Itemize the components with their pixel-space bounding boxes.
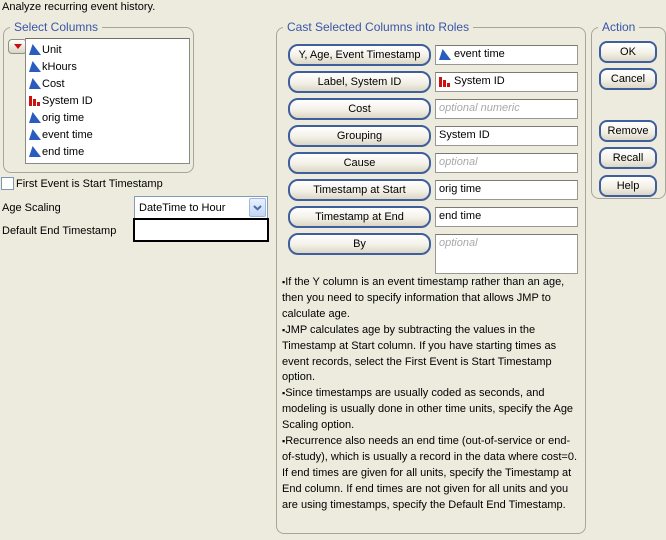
list-item[interactable] [27, 92, 189, 109]
column-name: System ID [42, 94, 93, 107]
role-field-y[interactable] [435, 45, 578, 65]
role-field-value: optional numeric [439, 102, 520, 114]
role-button-y-age-event-timestamp[interactable]: Y, Age, Event Timestamp [288, 44, 431, 66]
role-row [288, 206, 578, 228]
role-field-value: orig time [439, 183, 482, 195]
cast-roles-panel [276, 20, 586, 534]
role-field-value: optional [439, 156, 478, 168]
continuous-column-icon [29, 129, 41, 140]
cast-roles-title: Cast Selected Columns into Roles [283, 20, 473, 34]
role-row [288, 179, 578, 201]
continuous-column-icon [29, 61, 41, 72]
role-button-timestamp-at-end[interactable]: Timestamp at End [288, 206, 431, 228]
role-field-label[interactable] [435, 72, 578, 92]
columns-list[interactable] [25, 38, 190, 164]
role-field-value: optional [439, 237, 478, 249]
role-field-value: System ID [439, 129, 490, 141]
role-row [288, 233, 578, 274]
continuous-column-icon [29, 44, 41, 55]
ok-button[interactable]: OK [599, 41, 657, 63]
role-row [288, 152, 578, 174]
age-scaling-label: Age Scaling [2, 202, 61, 214]
role-button-timestamp-at-start[interactable]: Timestamp at Start [288, 179, 431, 201]
continuous-column-icon [29, 146, 41, 157]
help-button[interactable]: Help [599, 175, 657, 197]
role-row [288, 125, 578, 147]
help-note: ▪ If the Y column is an event timestamp rather than an age, then you need to specify information that allows JMP to calculate age. [282, 275, 579, 323]
role-field-timestamp-end[interactable] [435, 207, 578, 227]
age-scaling-value: DateTime to Hour [139, 201, 226, 214]
help-notes [282, 275, 579, 514]
list-item[interactable] [27, 75, 189, 92]
role-button-grouping[interactable]: Grouping [288, 125, 431, 147]
list-item[interactable] [27, 41, 189, 58]
role-field-value: end time [439, 210, 482, 222]
default-end-timestamp-input[interactable] [133, 218, 269, 242]
remove-button[interactable]: Remove [599, 120, 657, 142]
continuous-column-icon [439, 49, 451, 60]
role-field-cost[interactable] [435, 99, 578, 119]
role-row [288, 71, 578, 93]
column-name: event time [42, 128, 93, 141]
role-button-cause[interactable]: Cause [288, 152, 431, 174]
role-button-label-system-id[interactable]: Label, System ID [288, 71, 431, 93]
continuous-column-icon [29, 112, 41, 123]
help-note: ▪ Recurrence also needs an end time (out-of-service or end-of-study), which is usually a record in the data where cost=0. If end times are given for all units, specify the Timestamp at End column. If end times are not given for all units and you are using timestamps, specify the Default End Timestamp. [282, 434, 579, 514]
role-field-timestamp-start[interactable] [435, 180, 578, 200]
list-item[interactable] [27, 126, 189, 143]
first-event-label: First Event is Start Timestamp [16, 177, 163, 190]
role-button-by[interactable]: By [288, 233, 431, 255]
list-item[interactable] [27, 143, 189, 160]
chevron-down-icon[interactable] [249, 198, 266, 217]
cancel-button[interactable]: Cancel [599, 68, 657, 90]
nominal-column-icon [439, 76, 451, 87]
default-end-timestamp-label: Default End Timestamp [2, 225, 117, 237]
role-row [288, 44, 578, 66]
recall-button[interactable]: Recall [599, 147, 657, 169]
role-rows [288, 44, 578, 279]
select-columns-title: Select Columns [10, 20, 102, 34]
list-item[interactable] [27, 109, 189, 126]
list-item[interactable] [27, 58, 189, 75]
action-title: Action [598, 20, 639, 34]
column-name: end time [42, 145, 85, 158]
red-triangle-glyph [14, 44, 22, 53]
role-field-value: event time [454, 48, 505, 60]
age-scaling-select[interactable] [134, 196, 268, 219]
column-name: Unit [42, 43, 62, 56]
help-note: ▪ Since timestamps are usually coded as seconds, and modeling is usually done in other time units, specify the Age Scaling option. [282, 386, 579, 434]
role-field-by[interactable] [435, 234, 578, 274]
first-event-checkbox[interactable] [1, 177, 14, 190]
role-field-cause[interactable] [435, 153, 578, 173]
column-name: Cost [42, 77, 65, 90]
column-name: kHours [42, 60, 77, 73]
role-button-cost[interactable]: Cost [288, 98, 431, 120]
help-note: ▪ JMP calculates age by subtracting the values in the Timestamp at Start column. If you have starting times as event records, select the First Event is Start Timestamp option. [282, 323, 579, 387]
dialog-instruction: Analyze recurring event history. [2, 1, 156, 13]
role-field-value: System ID [454, 75, 505, 87]
column-name: orig time [42, 111, 85, 124]
action-panel [591, 20, 666, 199]
first-event-option [1, 177, 163, 190]
select-columns-panel [3, 20, 194, 173]
continuous-column-icon [29, 78, 41, 89]
role-field-grouping[interactable] [435, 126, 578, 146]
role-row [288, 98, 578, 120]
nominal-column-icon [29, 95, 41, 106]
